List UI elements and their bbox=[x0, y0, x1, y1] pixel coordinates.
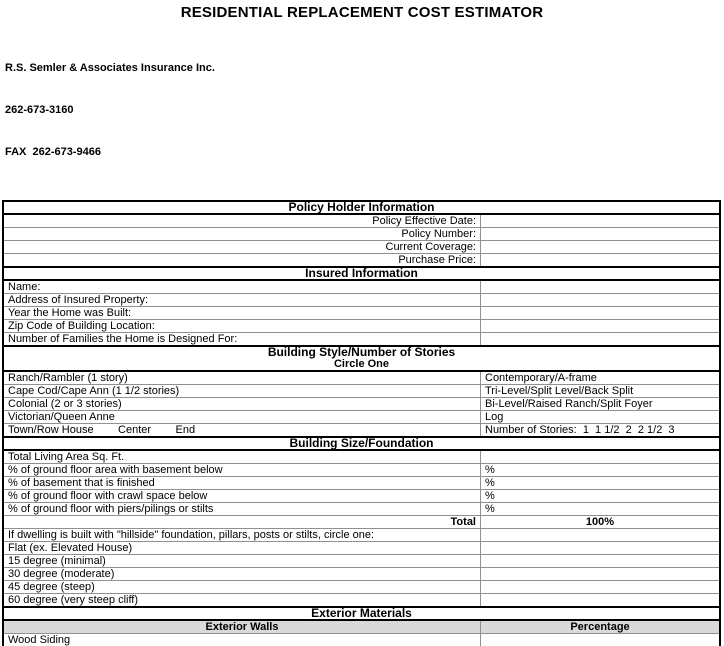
style-option-cape-cod[interactable]: Cape Cod/Cape Ann (1 1/2 stories) bbox=[4, 385, 481, 397]
hillside-option-45-degree[interactable]: 45 degree (steep) bbox=[4, 581, 481, 593]
year-built-label: Year the Home was Built: bbox=[4, 307, 481, 319]
exterior-column-header-row bbox=[4, 621, 719, 634]
table-row bbox=[4, 281, 719, 294]
table-row bbox=[4, 529, 719, 542]
policy-effective-date-label: Policy Effective Date: bbox=[4, 215, 481, 227]
purchase-price-input-cell[interactable] bbox=[481, 254, 719, 266]
policy-effective-date-input-cell[interactable] bbox=[481, 215, 719, 227]
style-option-tri-level-split[interactable]: Tri-Level/Split Level/Back Split bbox=[485, 385, 634, 397]
policy-number-label: Policy Number: bbox=[4, 228, 481, 240]
table-row bbox=[4, 333, 719, 345]
hillside-option-60-degree-input-cell[interactable] bbox=[481, 594, 719, 606]
table-row bbox=[4, 594, 719, 606]
style-option-ranch-rambler[interactable]: Ranch/Rambler (1 story) bbox=[4, 372, 481, 384]
total-living-area-input-cell[interactable] bbox=[481, 451, 719, 463]
style-option-victorian-queen-anne[interactable]: Victorian/Queen Anne bbox=[4, 411, 481, 423]
pct-basement-below-label: % of ground floor area with basement below bbox=[4, 464, 481, 476]
total-value: 100% bbox=[585, 516, 615, 528]
insured-name-input-cell[interactable] bbox=[481, 281, 719, 293]
section-header-building-style bbox=[4, 347, 719, 372]
table-row bbox=[4, 424, 719, 436]
section-policy-holder bbox=[4, 202, 719, 266]
table-row bbox=[4, 215, 719, 228]
hillside-option-60-degree[interactable]: 60 degree (very steep cliff) bbox=[4, 594, 481, 606]
section-building-size bbox=[4, 436, 719, 606]
number-of-stories-options[interactable]: Number of Stories: 1 1 1/2 2 2 1/2 3 bbox=[485, 424, 675, 436]
hillside-option-flat[interactable]: Flat (ex. Elevated House) bbox=[4, 542, 481, 554]
policy-number-input-cell[interactable] bbox=[481, 228, 719, 240]
section-header-insured: Insured Information bbox=[4, 268, 719, 281]
pct-crawl-space-label: % of ground floor with crawl space below bbox=[4, 490, 481, 502]
pct-basement-finished-input-cell[interactable]: % bbox=[485, 477, 495, 489]
pct-basement-below-input-cell[interactable]: % bbox=[485, 464, 495, 476]
building-style-header-text: Building Style/Number of Stories bbox=[267, 345, 456, 359]
table-row bbox=[4, 503, 719, 516]
estimator-form-table bbox=[2, 200, 721, 646]
style-option-contemporary-a-frame[interactable]: Contemporary/A-frame bbox=[485, 372, 597, 384]
exterior-walls-column-header: Exterior Walls bbox=[4, 621, 481, 633]
table-row bbox=[4, 228, 719, 241]
table-row bbox=[4, 581, 719, 594]
agency-block bbox=[5, 33, 724, 187]
table-row bbox=[4, 307, 719, 320]
table-row bbox=[4, 241, 719, 254]
pct-basement-finished-label: % of basement that is finished bbox=[4, 477, 481, 489]
table-row bbox=[4, 372, 719, 385]
table-row bbox=[4, 411, 719, 424]
style-option-log[interactable]: Log bbox=[485, 411, 504, 423]
table-row bbox=[4, 516, 719, 529]
style-option-town-row-house[interactable]: Town/Row House Center End bbox=[4, 424, 481, 436]
current-coverage-label: Current Coverage: bbox=[4, 241, 481, 253]
page-title: RESIDENTIAL REPLACEMENT COST ESTIMATOR bbox=[180, 4, 544, 21]
agency-fax: FAX 262-673-9466 bbox=[5, 146, 102, 158]
purchase-price-label: Purchase Price: bbox=[4, 254, 481, 266]
table-row bbox=[4, 451, 719, 464]
zip-code-input-cell[interactable] bbox=[481, 320, 719, 332]
table-row bbox=[4, 490, 719, 503]
pct-piers-pilings-input-cell[interactable]: % bbox=[485, 503, 495, 515]
current-coverage-input-cell[interactable] bbox=[481, 241, 719, 253]
table-row bbox=[4, 634, 719, 646]
hillside-option-15-degree[interactable]: 15 degree (minimal) bbox=[4, 555, 481, 567]
table-row bbox=[4, 385, 719, 398]
number-of-families-label: Number of Families the Home is Designed For: bbox=[4, 333, 481, 345]
wood-siding-percentage-input-cell[interactable] bbox=[481, 634, 719, 646]
hillside-option-flat-input-cell[interactable] bbox=[481, 542, 719, 554]
table-row bbox=[4, 320, 719, 333]
hillside-instruction-input-cell[interactable] bbox=[481, 529, 719, 541]
section-header-building-size: Building Size/Foundation bbox=[4, 438, 719, 451]
table-row bbox=[4, 464, 719, 477]
section-building-style bbox=[4, 345, 719, 436]
circle-one-subheader: Circle One bbox=[333, 358, 390, 370]
insured-address-label: Address of Insured Property: bbox=[4, 294, 481, 306]
hillside-instruction: If dwelling is built with "hillside" foundation, pillars, posts or stilts, circle one: bbox=[4, 529, 481, 541]
style-option-colonial[interactable]: Colonial (2 or 3 stories) bbox=[4, 398, 481, 410]
pct-crawl-space-input-cell[interactable]: % bbox=[485, 490, 495, 502]
wood-siding-label: Wood Siding bbox=[4, 634, 481, 646]
hillside-option-30-degree[interactable]: 30 degree (moderate) bbox=[4, 568, 481, 580]
zip-code-label: Zip Code of Building Location: bbox=[4, 320, 481, 332]
table-row bbox=[4, 568, 719, 581]
total-label: Total bbox=[4, 516, 481, 528]
insured-address-input-cell[interactable] bbox=[481, 294, 719, 306]
hillside-option-15-degree-input-cell[interactable] bbox=[481, 555, 719, 567]
table-row bbox=[4, 477, 719, 490]
hillside-option-45-degree-input-cell[interactable] bbox=[481, 581, 719, 593]
table-row bbox=[4, 542, 719, 555]
percentage-column-header: Percentage bbox=[481, 621, 719, 633]
section-exterior-materials bbox=[4, 606, 719, 646]
hillside-option-30-degree-input-cell[interactable] bbox=[481, 568, 719, 580]
table-row bbox=[4, 294, 719, 307]
agency-phone: 262-673-3160 bbox=[5, 104, 74, 116]
insured-name-label: Name: bbox=[4, 281, 481, 293]
number-of-families-input-cell[interactable] bbox=[481, 333, 719, 345]
agency-name: R.S. Semler & Associates Insurance Inc. bbox=[5, 62, 215, 74]
table-row bbox=[4, 398, 719, 411]
table-row bbox=[4, 555, 719, 568]
table-row bbox=[4, 254, 719, 266]
total-living-area-label: Total Living Area Sq. Ft. bbox=[4, 451, 481, 463]
style-option-bi-level-raised-ranch[interactable]: Bi-Level/Raised Ranch/Split Foyer bbox=[485, 398, 653, 410]
section-header-exterior-materials: Exterior Materials bbox=[4, 608, 719, 621]
section-insured bbox=[4, 266, 719, 345]
section-header-policy-holder: Policy Holder Information bbox=[4, 202, 719, 215]
year-built-input-cell[interactable] bbox=[481, 307, 719, 319]
pct-piers-pilings-label: % of ground floor with piers/pilings or stilts bbox=[4, 503, 481, 515]
